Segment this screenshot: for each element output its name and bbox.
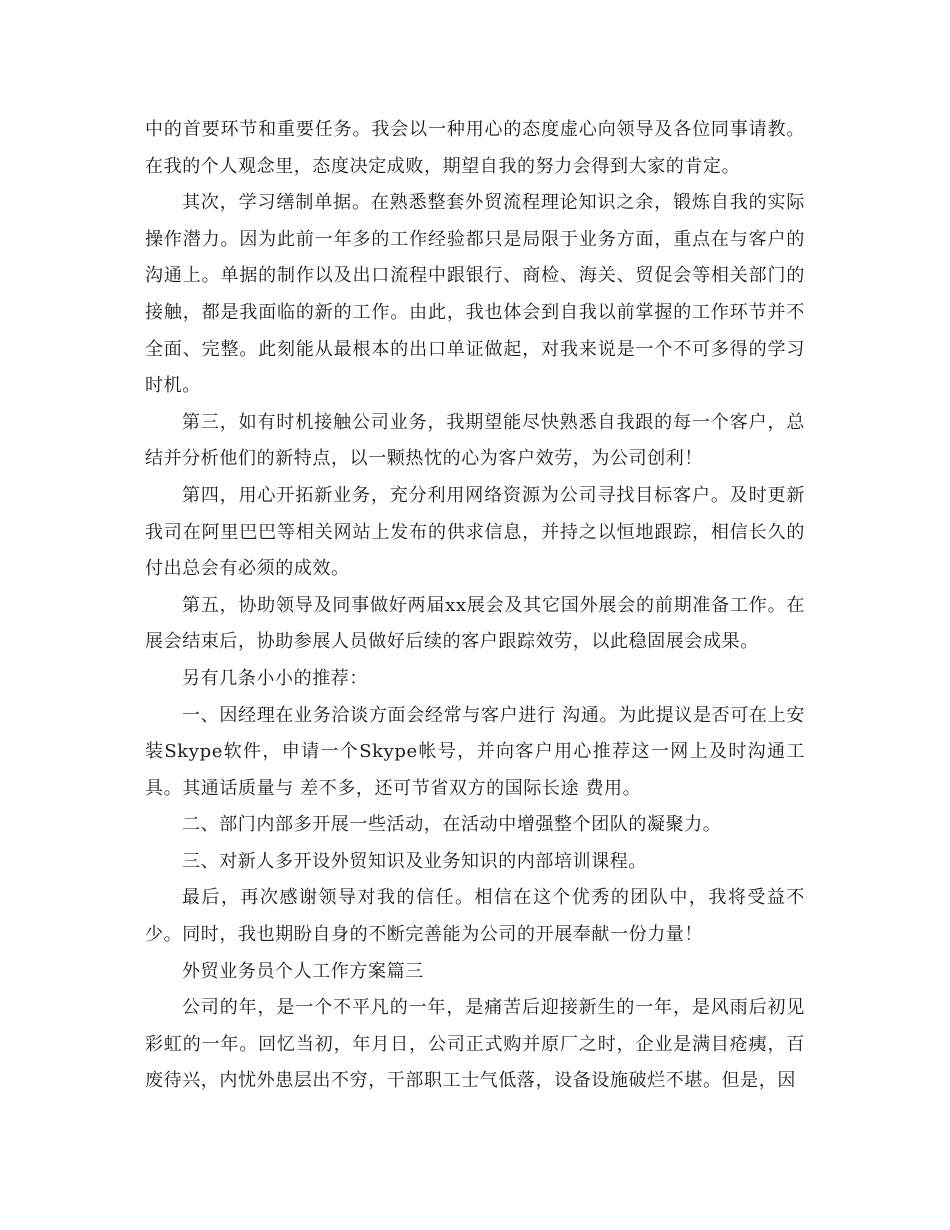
paragraph-7: 一、因经理在业务洽谈方面会经常与客户进行 沟通。为此提议是否可在上安装Skype软件，申请一个Skype帐号，并向客户用心推荐这一网上及时沟通工具。其通话质量与 差不多，还可节省双方的国际长途 费用。 — [145, 704, 805, 799]
paragraph-8: 二、部门内部多开展一些活动，在活动中增强整个团队的凝聚力。 — [182, 814, 722, 836]
paragraph-1: 中的首要环节和重要任务。我会以一种用心的态度虚心向领导及各位同事请教。在我的个人观念里，态度决定成败，期望自我的努力会得到大家的肯定。 — [145, 119, 805, 177]
paragraph-4: 第四，用心开拓新业务，充分利用网络资源为公司寻找目标客户。及时更新我司在阿里巴巴等相关网站上发布的供求信息，并持之以恒地跟踪，相信长久的付出总会有必须的成效。 — [145, 484, 805, 580]
paragraph-2: 其次，学习缮制单据。在熟悉整套外贸流程理论知识之余，锻炼自我的实际操作潜力。因为此前一年多的工作经验都只是局限于业务方面，重点在与客户的沟通上。单据的制作以及出口流程中跟银行、商检、海关、贸促会等相关部门的接触，都是我面临的新的工作。由此，我也体会到自我以前掌握的工作环节并不全面、完整。此刻能从最根本的出口单证做起，对我来说是一个不可多得的学习时机。 — [145, 192, 805, 397]
paragraph-3: 第三，如有时机接触公司业务，我期望能尽快熟悉自我跟的每一个客户，总结并分析他们的新特点，以一颗热忱的心为客户效劳，为公司创利！ — [145, 411, 805, 470]
document-body — [145, 112, 805, 1100]
paragraph-10: 最后，再次感谢领导对我的信任。相信在这个优秀的团队中，我将受益不少。同时，我也期盼自身的不断完善能为公司的开展奉献一份力量！ — [145, 887, 805, 946]
paragraph-6: 另有几条小小的推荐： — [182, 667, 368, 689]
paragraph-12: 公司的年，是一个不平凡的一年，是痛苦后迎接新生的一年，是风雨后初见彩虹的一年。回忆当初，年月日，公司正式购并原厂之时，企业是满目疮痍，百废待兴，内忧外患层出不穷，干部职工士气低落，设备设施破烂不堪。但是，因 — [145, 997, 805, 1092]
section-heading: 外贸业务员个人工作方案篇三 — [182, 960, 424, 982]
paragraph-9: 三、对新人多开设外贸知识及业务知识的内部培训课程。 — [182, 850, 647, 872]
paragraph-5: 第五，协助领导及同事做好两届xx展会及其它国外展会的前期准备工作。在展会结束后，协助参展人员做好后续的客户跟踪效劳，以此稳固展会成果。 — [145, 594, 805, 653]
